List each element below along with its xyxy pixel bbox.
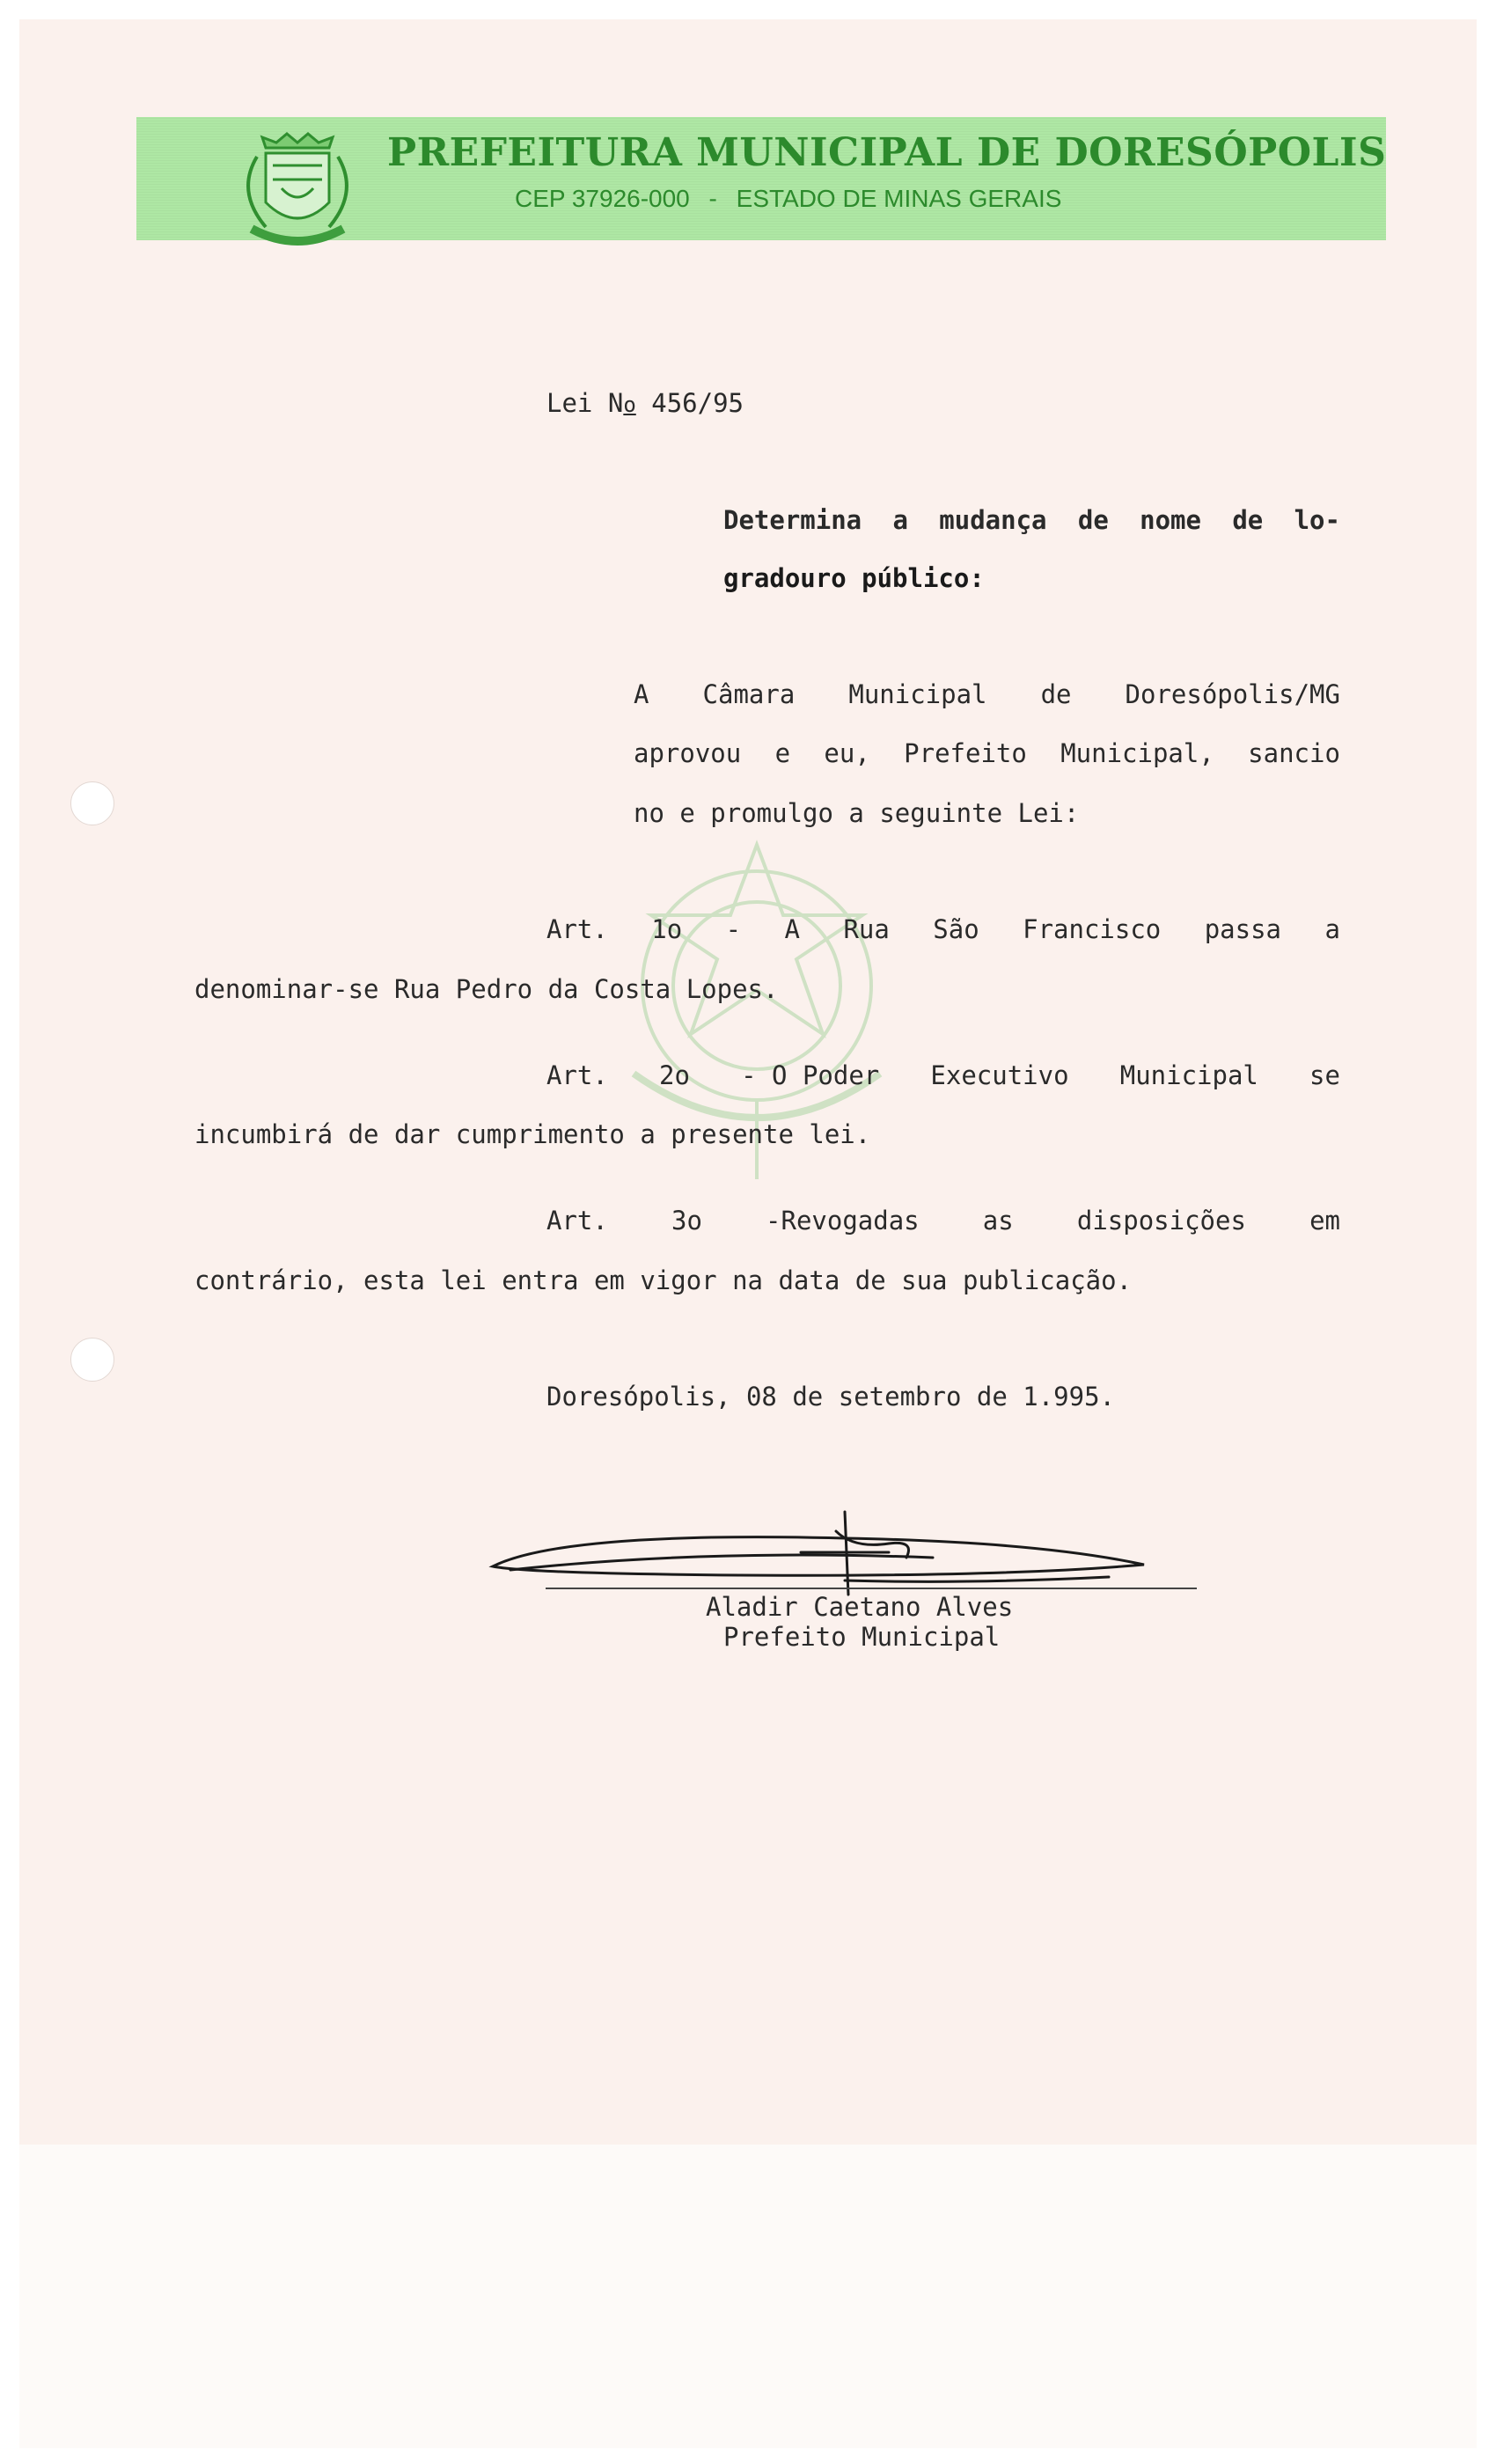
- preamble-word: Municipal,: [1060, 738, 1214, 768]
- article-1-ordinal: 1o: [651, 914, 683, 944]
- preamble-word: e: [774, 738, 791, 768]
- signature-line: [546, 1588, 1197, 1589]
- signatory-name: Aladir Caetano Alves: [706, 1592, 1014, 1622]
- article-3-line-1: [546, 1208, 1340, 1234]
- article-3-ordinal: 3o: [671, 1206, 702, 1236]
- article-1-word: -: [725, 914, 742, 944]
- article-2-label: Art.: [546, 1060, 608, 1090]
- ementa-word: de: [1077, 505, 1109, 535]
- law-number-value: 456/95: [651, 388, 744, 418]
- ementa-word: nome: [1140, 505, 1201, 535]
- ementa-line-1: [723, 505, 1340, 535]
- article-1-line-1: [546, 914, 1340, 944]
- article-1-word: Rua: [843, 914, 890, 944]
- article-2-word: - O Poder: [741, 1060, 880, 1090]
- preamble-line-1: [634, 679, 1340, 709]
- letterhead-cep: CEP 37926-000: [515, 185, 690, 212]
- article-2-word: se: [1309, 1060, 1340, 1090]
- article-1-line-2: denominar-se Rua Pedro da Costa Lopes.: [194, 974, 779, 1004]
- ementa-word: mudança: [939, 505, 1047, 535]
- law-number-ordinal: o: [623, 392, 636, 417]
- page-bottom-margin: [19, 2145, 1477, 2448]
- ementa-line-2: gradouro público:: [723, 563, 985, 593]
- letterhead-title: PREFEITURA MUNICIPAL DE DORESÓPOLIS: [387, 130, 1387, 175]
- preamble-word: de: [1040, 679, 1072, 709]
- ementa-word: a: [892, 505, 908, 535]
- article-1-word: São: [933, 914, 979, 944]
- preamble-word: sancio: [1248, 738, 1340, 768]
- article-3-word: em: [1309, 1206, 1340, 1236]
- preamble-line-3: no e promulgo a seguinte Lei:: [634, 798, 1080, 828]
- preamble-word: Prefeito: [904, 738, 1027, 768]
- preamble-word: Municipal: [848, 679, 987, 709]
- law-number: [546, 388, 744, 418]
- signatory-role: Prefeito Municipal: [723, 1622, 1001, 1652]
- preamble-word: Doresópolis/MG: [1125, 679, 1340, 709]
- article-2-word: Municipal: [1119, 1060, 1258, 1090]
- article-2-line-2: incumbirá de dar cumprimento a presente lei.: [194, 1119, 871, 1149]
- punch-hole-top: [70, 781, 114, 825]
- preamble-line-2: [634, 738, 1340, 768]
- article-2-word: Executivo: [930, 1060, 1069, 1090]
- municipal-crest-icon: [231, 130, 364, 262]
- preamble-word: A: [634, 679, 649, 709]
- letterhead-separator: -: [708, 185, 717, 212]
- preamble-word: aprovou: [634, 738, 742, 768]
- letterhead-state: ESTADO DE MINAS GERAIS: [736, 185, 1062, 212]
- ementa-word: de: [1232, 505, 1264, 535]
- article-1-label: Art.: [546, 914, 608, 944]
- handwritten-signature: [475, 1496, 1214, 1602]
- article-3-word: as: [982, 1206, 1014, 1236]
- law-number-label: Lei N: [546, 388, 624, 418]
- preamble-word: Câmara: [702, 679, 796, 709]
- article-2-line-1: [546, 1060, 1340, 1090]
- article-1-word: Francisco: [1023, 914, 1162, 944]
- article-3-label: Art.: [546, 1206, 608, 1236]
- article-3-word: -Revogadas: [766, 1206, 920, 1236]
- ementa-word: lo-: [1294, 505, 1340, 535]
- preamble-word: eu,: [824, 738, 870, 768]
- article-1-word: passa: [1204, 914, 1281, 944]
- article-3-line-2: contrário, esta lei entra em vigor na data de sua publicação.: [194, 1265, 1133, 1295]
- letterhead-address: [515, 185, 1061, 213]
- date-line: Doresópolis, 08 de setembro de 1.995.: [546, 1382, 1116, 1412]
- ementa-word: Determina: [723, 505, 862, 535]
- punch-hole-bottom: [70, 1338, 114, 1382]
- article-1-word: a: [1324, 914, 1340, 944]
- article-1-word: A: [784, 914, 801, 944]
- article-3-word: disposições: [1076, 1206, 1246, 1236]
- article-2-ordinal: 2o: [659, 1060, 690, 1090]
